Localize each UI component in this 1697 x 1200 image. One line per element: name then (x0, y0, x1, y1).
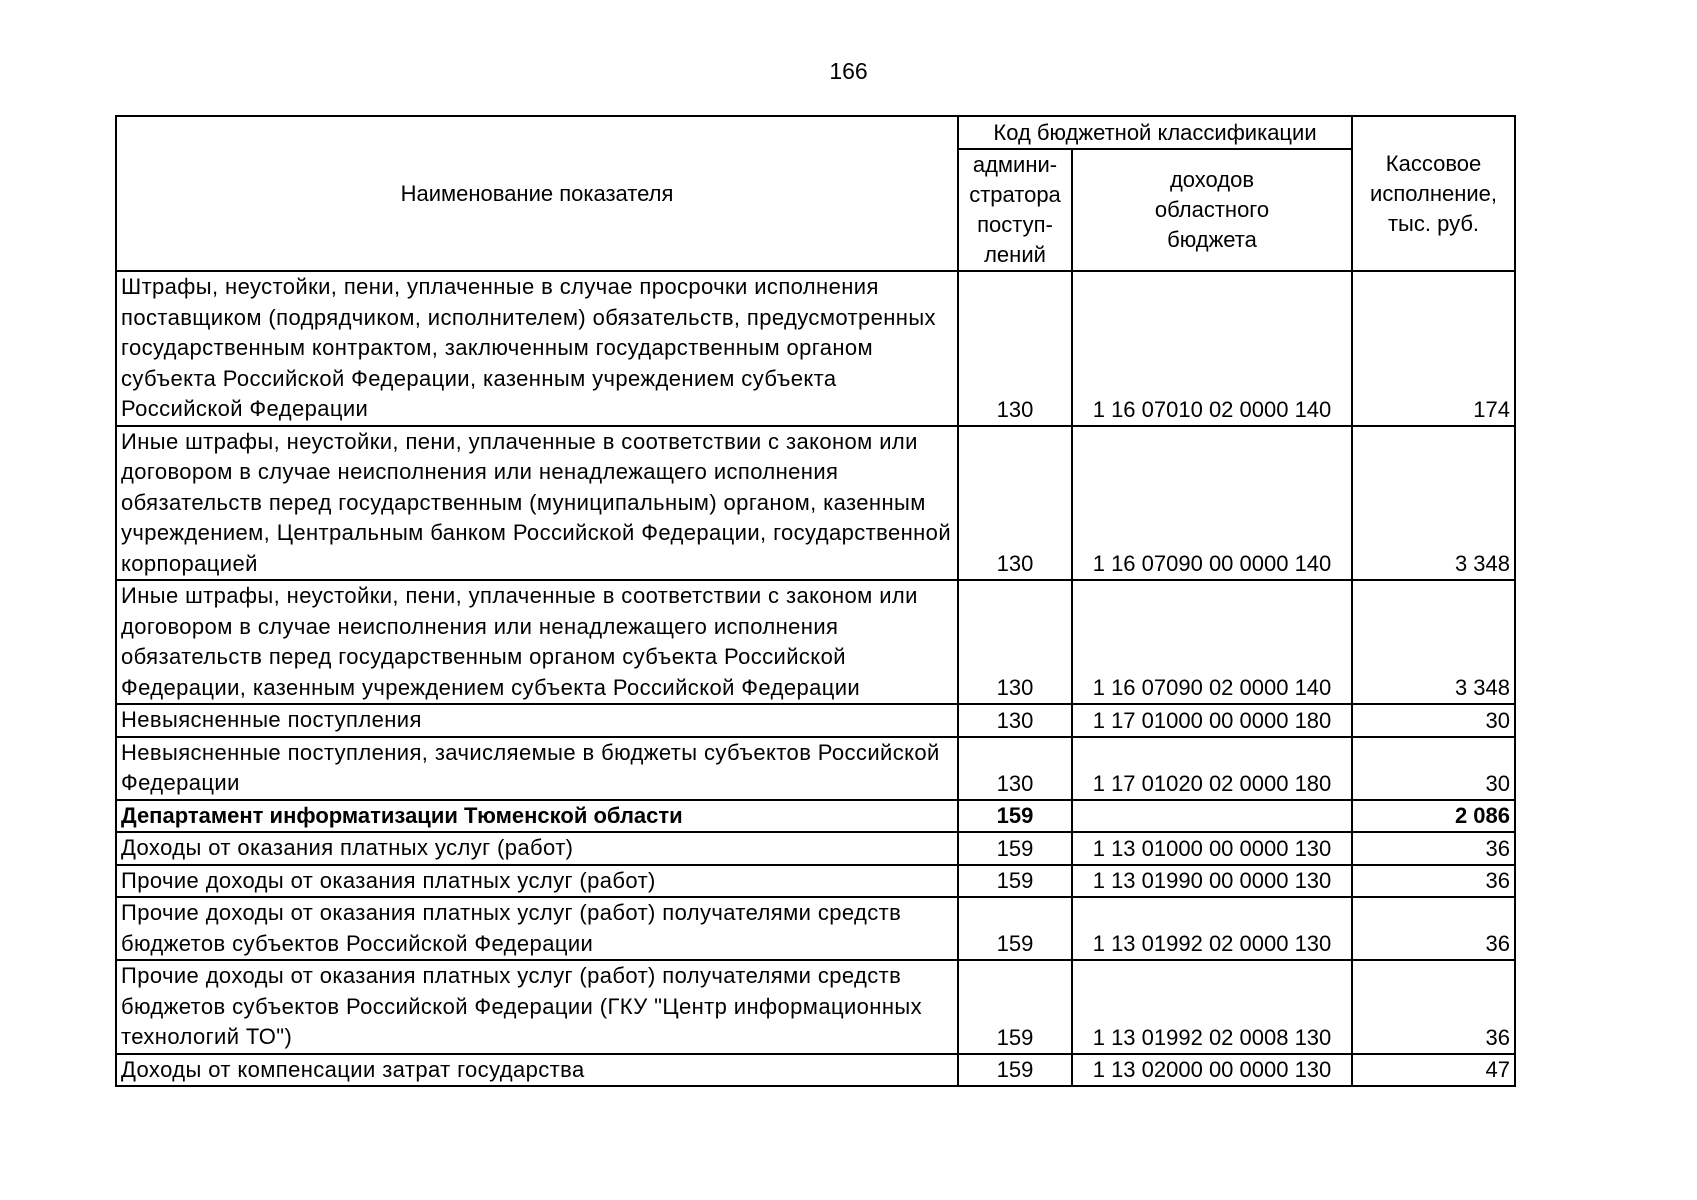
admin-code-cell: 130 (958, 580, 1072, 704)
name-cell: Доходы от оказания платных услуг (работ) (116, 832, 958, 865)
income-code-cell: 1 16 07090 00 0000 140 (1072, 426, 1352, 581)
amount-cell: 36 (1352, 865, 1515, 898)
income-code-cell: 1 17 01000 00 0000 180 (1072, 704, 1352, 737)
amount-cell: 47 (1352, 1054, 1515, 1087)
table-row (116, 960, 1515, 1054)
page-number: 166 (829, 58, 868, 84)
income-code-cell (1072, 800, 1352, 833)
admin-code-cell: 159 (958, 960, 1072, 1054)
table-row (116, 800, 1515, 833)
name-cell: Штрафы, неустойки, пени, уплаченные в случае просрочки исполнения поставщиком (подрядчиком, исполнителем) обязательств, предусмотренных государственным контрактом, заключенным государственным органом субъекта Российской Федерации, казенным учреждением субъекта Российской Федерации (116, 271, 958, 426)
table-header (116, 116, 1515, 271)
header-administrator (958, 149, 1072, 271)
table-body (116, 271, 1515, 1086)
name-cell: Доходы от компенсации затрат государства (116, 1054, 958, 1087)
name-cell: Невыясненные поступления (116, 704, 958, 737)
header-classification-code: Код бюджетной классификации (958, 116, 1352, 149)
amount-cell: 30 (1352, 704, 1515, 737)
header-cash-execution (1352, 116, 1515, 271)
name-cell: Невыясненные поступления, зачисляемые в бюджеты субъектов Российской Федерации (116, 737, 958, 800)
income-code-cell: 1 17 01020 02 0000 180 (1072, 737, 1352, 800)
table-row (116, 737, 1515, 800)
income-code-cell: 1 13 01990 00 0000 130 (1072, 865, 1352, 898)
table-row (116, 426, 1515, 581)
amount-cell: 3 348 (1352, 580, 1515, 704)
name-cell: Прочие доходы от оказания платных услуг (работ) получателями средств бюджетов субъектов Российской Федерации (116, 897, 958, 960)
name-cell: Прочие доходы от оказания платных услуг (работ) (116, 865, 958, 898)
admin-code-cell: 159 (958, 832, 1072, 865)
amount-cell: 2 086 (1352, 800, 1515, 833)
budget-table (115, 115, 1516, 1087)
income-code-cell: 1 13 02000 00 0000 130 (1072, 1054, 1352, 1087)
name-cell: Иные штрафы, неустойки, пени, уплаченные в соответствии с законом или договором в случае неисполнения или ненадлежащего исполнения обязательств перед государственным органом субъекта Российской Федерации, казенным учреждением субъекта Российской Федерации (116, 580, 958, 704)
name-cell: Иные штрафы, неустойки, пени, уплаченные в соответствии с законом или договором в случае неисполнения или ненадлежащего исполнения обязательств перед государственным (муниципальным) органом, казенным учреждением, Центральным банком Российской Федерации, государственной корпорацией (116, 426, 958, 581)
header-cash-execution-text: Кассовое исполнение, тыс. руб. (1370, 150, 1497, 236)
admin-code-cell: 130 (958, 704, 1072, 737)
admin-code-cell: 159 (958, 897, 1072, 960)
income-code-cell: 1 13 01992 02 0000 130 (1072, 897, 1352, 960)
admin-code-cell: 159 (958, 865, 1072, 898)
table-row (116, 271, 1515, 426)
name-cell: Прочие доходы от оказания платных услуг (работ) получателями средств бюджетов субъектов Российской Федерации (ГКУ "Центр информационных технологий ТО") (116, 960, 958, 1054)
amount-cell: 36 (1352, 832, 1515, 865)
admin-code-cell: 130 (958, 426, 1072, 581)
amount-cell: 30 (1352, 737, 1515, 800)
amount-cell: 36 (1352, 897, 1515, 960)
amount-cell: 174 (1352, 271, 1515, 426)
amount-cell: 3 348 (1352, 426, 1515, 581)
header-income-code (1072, 149, 1352, 271)
income-code-cell: 1 16 07090 02 0000 140 (1072, 580, 1352, 704)
amount-cell: 36 (1352, 960, 1515, 1054)
admin-code-cell: 130 (958, 737, 1072, 800)
table-row (116, 897, 1515, 960)
admin-code-cell: 159 (958, 800, 1072, 833)
admin-code-cell: 159 (958, 1054, 1072, 1087)
table-row (116, 704, 1515, 737)
header-income-code-text: доходов областного бюджета (1154, 167, 1270, 252)
table-row (116, 865, 1515, 898)
table-row (116, 1054, 1515, 1087)
admin-code-cell: 130 (958, 271, 1072, 426)
table-row (116, 580, 1515, 704)
header-administrator-text: админи- стратора поступ- лений (969, 152, 1061, 267)
table-row (116, 832, 1515, 865)
header-indicator-name: Наименование показателя (116, 116, 958, 271)
income-code-cell: 1 13 01000 00 0000 130 (1072, 832, 1352, 865)
income-code-cell: 1 16 07010 02 0000 140 (1072, 271, 1352, 426)
income-code-cell: 1 13 01992 02 0008 130 (1072, 960, 1352, 1054)
name-cell: Департамент информатизации Тюменской области (116, 800, 958, 833)
